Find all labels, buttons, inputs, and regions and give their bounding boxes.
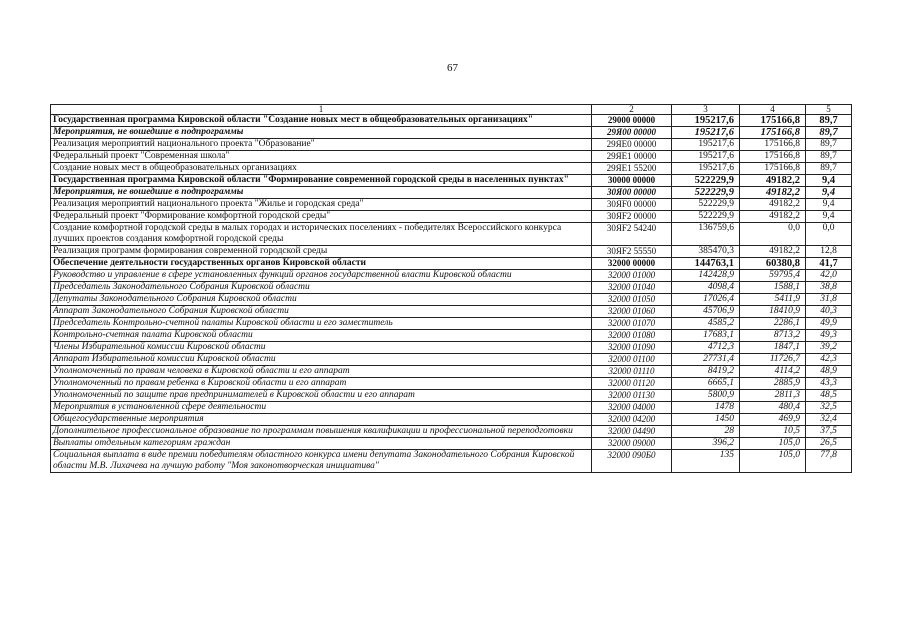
row-code-cell: 32000 090Б0: [592, 450, 672, 473]
row-code-cell: 32000 01040: [592, 282, 672, 294]
row-code-cell: 32000 01070: [592, 318, 672, 330]
row-value-cell: 59795,4: [740, 270, 806, 282]
row-name-cell: Обеспечение деятельности государственных органов Кировской области: [51, 258, 592, 270]
row-value-cell: 45706,9: [672, 306, 740, 318]
row-percent-cell: 9,4: [806, 199, 852, 211]
table-row: [51, 366, 852, 378]
row-value-cell: 105,0: [740, 450, 806, 473]
table-row: [51, 258, 852, 270]
row-value-cell: 6665,1: [672, 378, 740, 390]
row-percent-cell: 32,4: [806, 414, 852, 426]
row-name-cell: Аппарат Законодательного Собрания Кировской области: [51, 306, 592, 318]
row-name-cell: Мероприятия, не вошедшие в подпрограммы: [51, 187, 592, 199]
table-row: [51, 246, 852, 258]
table-row: [51, 306, 852, 318]
row-value-cell: 17683,1: [672, 330, 740, 342]
row-name-cell: Реализация мероприятий национального проекта "Жилье и городская среда": [51, 199, 592, 211]
row-code-cell: 32000 01000: [592, 270, 672, 282]
table-row: [51, 450, 852, 473]
row-value-cell: 18410,9: [740, 306, 806, 318]
row-value-cell: 4098,4: [672, 282, 740, 294]
row-code-cell: 32000 01090: [592, 342, 672, 354]
row-value-cell: 175166,8: [740, 139, 806, 151]
row-code-cell: 30ЯF2 55550: [592, 246, 672, 258]
row-name-cell: Мероприятия, не вошедшие в подпрограммы: [51, 127, 592, 139]
row-name-cell: Мероприятия в установленной сфере деятельности: [51, 402, 592, 414]
row-code-cell: 29ЯЕ0 00000: [592, 139, 672, 151]
row-percent-cell: 89,7: [806, 163, 852, 175]
row-percent-cell: 31,8: [806, 294, 852, 306]
row-value-cell: 142428,9: [672, 270, 740, 282]
row-value-cell: 49182,2: [740, 175, 806, 187]
header-cell: 4: [740, 105, 806, 115]
table-row: [51, 438, 852, 450]
table-row: [51, 127, 852, 139]
row-code-cell: 32000 01060: [592, 306, 672, 318]
row-value-cell: 385470,3: [672, 246, 740, 258]
table-row: [51, 354, 852, 366]
row-value-cell: 105,0: [740, 438, 806, 450]
row-value-cell: 175166,8: [740, 115, 806, 127]
row-percent-cell: 77,8: [806, 450, 852, 473]
row-percent-cell: 89,7: [806, 139, 852, 151]
row-percent-cell: 32,5: [806, 402, 852, 414]
row-percent-cell: 0,0: [806, 223, 852, 246]
row-code-cell: 32000 01050: [592, 294, 672, 306]
row-name-cell: Председатель Контрольно-счетной палаты Кировской области и его заместитель: [51, 318, 592, 330]
row-value-cell: 1847,1: [740, 342, 806, 354]
row-percent-cell: 42,0: [806, 270, 852, 282]
row-name-cell: Члены Избирательной комиссии Кировской области: [51, 342, 592, 354]
row-percent-cell: 49,3: [806, 330, 852, 342]
row-value-cell: 480,4: [740, 402, 806, 414]
table-row: [51, 402, 852, 414]
row-value-cell: 17026,4: [672, 294, 740, 306]
row-value-cell: 175166,8: [740, 127, 806, 139]
page-number: 67: [447, 62, 458, 74]
row-value-cell: 5411,9: [740, 294, 806, 306]
row-name-cell: Государственная программа Кировской области "Создание новых мест в общеобразовательных организациях": [51, 115, 592, 127]
row-percent-cell: 38,8: [806, 282, 852, 294]
row-code-cell: 30ЯF0 00000: [592, 199, 672, 211]
row-percent-cell: 48,9: [806, 366, 852, 378]
row-value-cell: 175166,8: [740, 163, 806, 175]
budget-table: [50, 104, 852, 473]
row-code-cell: 29ЯЕ1 55200: [592, 163, 672, 175]
table-row: [51, 294, 852, 306]
row-value-cell: 195217,6: [672, 163, 740, 175]
row-percent-cell: 9,4: [806, 187, 852, 199]
table-row: [51, 390, 852, 402]
row-value-cell: 8713,2: [740, 330, 806, 342]
row-code-cell: 32000 00000: [592, 258, 672, 270]
row-value-cell: 49182,2: [740, 211, 806, 223]
table-row: [51, 139, 852, 151]
row-name-cell: Реализация мероприятий национального проекта "Образование": [51, 139, 592, 151]
row-name-cell: Уполномоченный по правам ребенка в Кировской области и его аппарат: [51, 378, 592, 390]
row-code-cell: 32000 01120: [592, 378, 672, 390]
row-value-cell: 2286,1: [740, 318, 806, 330]
row-name-cell: Государственная программа Кировской области "Формирование современной городской среды в населенных пунктах": [51, 175, 592, 187]
table-row: [51, 414, 852, 426]
row-code-cell: 32000 01080: [592, 330, 672, 342]
header-cell: 2: [592, 105, 672, 115]
row-percent-cell: 40,3: [806, 306, 852, 318]
row-percent-cell: 12,8: [806, 246, 852, 258]
row-value-cell: 175166,8: [740, 151, 806, 163]
row-value-cell: 195217,6: [672, 139, 740, 151]
row-value-cell: 522229,9: [672, 199, 740, 211]
row-code-cell: 30Я00 00000: [592, 187, 672, 199]
row-code-cell: 32000 01110: [592, 366, 672, 378]
row-value-cell: 2885,9: [740, 378, 806, 390]
table-row: [51, 175, 852, 187]
row-value-cell: 8419,2: [672, 366, 740, 378]
row-code-cell: 32000 04000: [592, 402, 672, 414]
table-row: [51, 151, 852, 163]
row-value-cell: 144763,1: [672, 258, 740, 270]
header-cell: 1: [51, 105, 592, 115]
row-name-cell: Создание новых мест в общеобразовательных организациях: [51, 163, 592, 175]
row-percent-cell: 26,5: [806, 438, 852, 450]
row-name-cell: Депутаты Законодательного Собрания Кировской области: [51, 294, 592, 306]
table-row: [51, 223, 852, 246]
row-name-cell: Реализация программ формирования современной городской среды: [51, 246, 592, 258]
table-row: [51, 282, 852, 294]
row-name-cell: Федеральный проект "Современная школа": [51, 151, 592, 163]
header-row: [51, 105, 852, 115]
row-value-cell: 5800,9: [672, 390, 740, 402]
row-value-cell: 10,5: [740, 426, 806, 438]
table-row: [51, 115, 852, 127]
row-percent-cell: 41,7: [806, 258, 852, 270]
row-value-cell: 1450: [672, 414, 740, 426]
row-code-cell: 30ЯF2 54240: [592, 223, 672, 246]
row-value-cell: 136759,6: [672, 223, 740, 246]
row-value-cell: 522229,9: [672, 187, 740, 199]
row-value-cell: 4712,3: [672, 342, 740, 354]
row-code-cell: 30000 00000: [592, 175, 672, 187]
header-cell: 5: [806, 105, 852, 115]
row-code-cell: 29Я00 00000: [592, 127, 672, 139]
row-value-cell: 0,0: [740, 223, 806, 246]
row-percent-cell: 89,7: [806, 151, 852, 163]
row-value-cell: 469,9: [740, 414, 806, 426]
table-row: [51, 342, 852, 354]
row-name-cell: Уполномоченный по правам человека в Кировской области и его аппарат: [51, 366, 592, 378]
row-value-cell: 522229,9: [672, 211, 740, 223]
row-value-cell: 195217,6: [672, 115, 740, 127]
row-percent-cell: 49,9: [806, 318, 852, 330]
row-percent-cell: 39,2: [806, 342, 852, 354]
row-percent-cell: 89,7: [806, 115, 852, 127]
row-percent-cell: 42,3: [806, 354, 852, 366]
row-percent-cell: 43,3: [806, 378, 852, 390]
row-code-cell: 29ЯЕ1 00000: [592, 151, 672, 163]
table-row: [51, 378, 852, 390]
row-value-cell: 49182,2: [740, 187, 806, 199]
row-percent-cell: 48,5: [806, 390, 852, 402]
row-name-cell: Дополнительное профессиональное образование по программам повышения квалификации и профессиональной переподготовки: [51, 426, 592, 438]
row-name-cell: Выплаты отдельным категориям граждан: [51, 438, 592, 450]
row-value-cell: 27731,4: [672, 354, 740, 366]
row-value-cell: 2811,3: [740, 390, 806, 402]
row-value-cell: 1588,1: [740, 282, 806, 294]
row-code-cell: 30ЯF2 00000: [592, 211, 672, 223]
row-code-cell: 32000 01100: [592, 354, 672, 366]
row-value-cell: 60380,8: [740, 258, 806, 270]
row-percent-cell: 9,4: [806, 175, 852, 187]
row-name-cell: Уполномоченный по защите прав предпринимателей в Кировской области и его аппарат: [51, 390, 592, 402]
row-value-cell: 195217,6: [672, 151, 740, 163]
table-row: [51, 199, 852, 211]
row-code-cell: 32000 04490: [592, 426, 672, 438]
row-value-cell: 11726,7: [740, 354, 806, 366]
table-row: [51, 187, 852, 199]
row-value-cell: 195217,6: [672, 127, 740, 139]
row-value-cell: 1478: [672, 402, 740, 414]
table-row: [51, 211, 852, 223]
row-code-cell: 32000 04200: [592, 414, 672, 426]
row-value-cell: 4114,2: [740, 366, 806, 378]
row-name-cell: Контрольно-счетная палата Кировской области: [51, 330, 592, 342]
row-percent-cell: 37,5: [806, 426, 852, 438]
row-name-cell: Социальная выплата в виде премии победителям областного конкурса имени депутата Законодательного Собрания Кировской области М.В. Лихачева на лучшую работу "Моя законотворческая инициатива": [51, 450, 592, 473]
row-name-cell: Председатель Законодательного Собрания Кировской области: [51, 282, 592, 294]
row-value-cell: 135: [672, 450, 740, 473]
row-name-cell: Создание комфортной городской среды в малых городах и исторических поселениях - победителях Всероссийского конкурса лучших проектов создания комфортной городской среды: [51, 223, 592, 246]
table-row: [51, 163, 852, 175]
row-code-cell: 32000 09000: [592, 438, 672, 450]
row-percent-cell: 89,7: [806, 127, 852, 139]
row-name-cell: Аппарат Избирательной комиссии Кировской области: [51, 354, 592, 366]
table-row: [51, 270, 852, 282]
row-value-cell: 396,2: [672, 438, 740, 450]
row-name-cell: Руководство и управление в сфере установленных функций органов государственной власти Кировской области: [51, 270, 592, 282]
row-value-cell: 4585,2: [672, 318, 740, 330]
row-name-cell: Федеральный проект "Формирование комфортной городской среды": [51, 211, 592, 223]
row-name-cell: Общегосударственные мероприятия: [51, 414, 592, 426]
row-percent-cell: 9,4: [806, 211, 852, 223]
row-code-cell: 29000 00000: [592, 115, 672, 127]
table-row: [51, 330, 852, 342]
row-value-cell: 522229,9: [672, 175, 740, 187]
row-code-cell: 32000 01130: [592, 390, 672, 402]
header-cell: 3: [672, 105, 740, 115]
row-value-cell: 28: [672, 426, 740, 438]
row-value-cell: 49182,2: [740, 246, 806, 258]
table-row: [51, 426, 852, 438]
table-row: [51, 318, 852, 330]
row-value-cell: 49182,2: [740, 199, 806, 211]
